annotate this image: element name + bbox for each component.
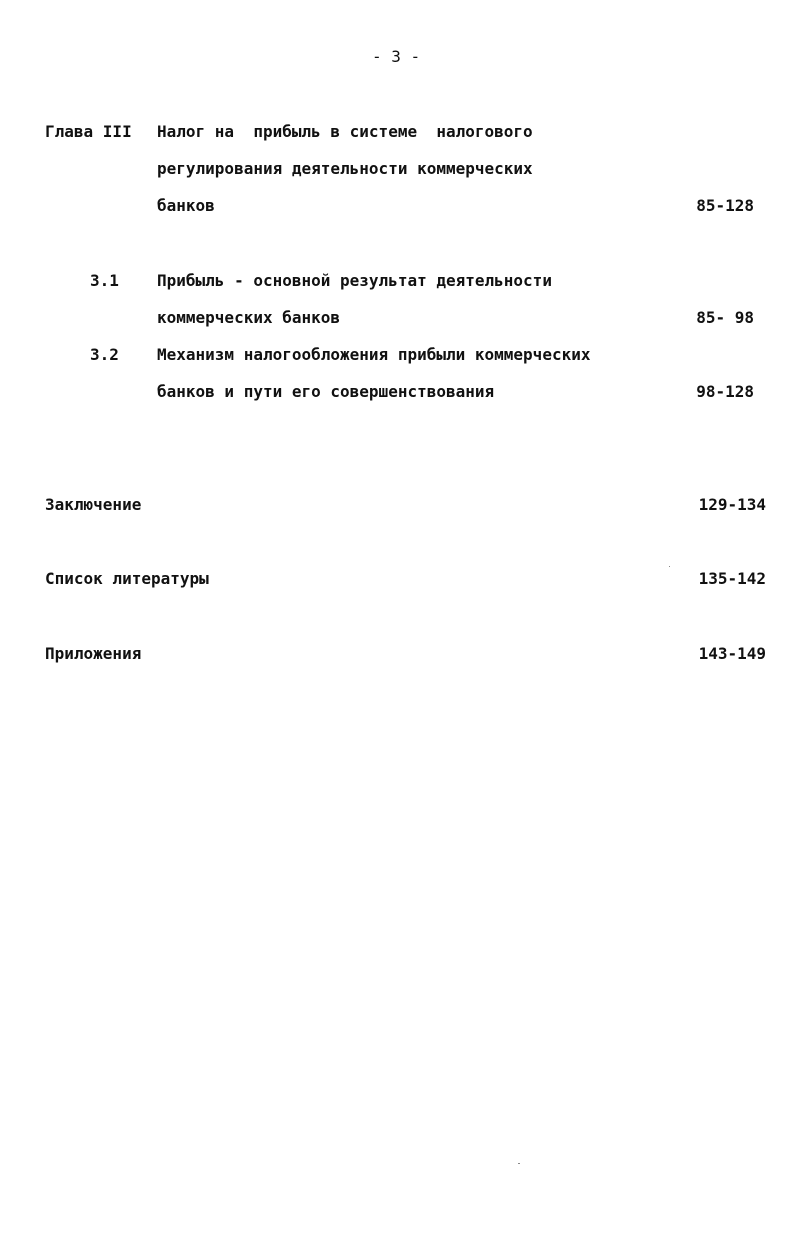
chapter-title-line-2: регулирования деятельности коммерческих bbox=[157, 159, 533, 178]
section-title-line-1: Механизм налогообложения прибыли коммерческих bbox=[157, 345, 591, 364]
scan-speck bbox=[669, 566, 670, 567]
toc-entry-title: Приложения bbox=[45, 644, 142, 663]
section-pages: 98-128 bbox=[696, 382, 754, 401]
toc-entry-pages: 129-134 bbox=[698, 495, 766, 514]
section-pages: 85- 98 bbox=[696, 308, 754, 327]
section-number: 3.2 bbox=[90, 345, 119, 364]
toc-entry-title: Заключение bbox=[45, 495, 142, 514]
scan-speck bbox=[518, 1163, 520, 1164]
section-title-line-1: Прибыль - основной результат деятельности bbox=[157, 271, 552, 290]
chapter-label: Глава III bbox=[45, 122, 132, 141]
page-number: - 3 - bbox=[372, 47, 421, 66]
section-title-line-2: коммерческих банков bbox=[157, 308, 341, 327]
chapter-title-line-1: Налог на прибыль в системе налогового bbox=[157, 122, 533, 141]
section-number: 3.1 bbox=[90, 271, 119, 290]
toc-entry-pages: 143-149 bbox=[698, 644, 766, 663]
chapter-pages: 85-128 bbox=[696, 196, 754, 215]
toc-entry-title: Список литературы bbox=[45, 569, 209, 588]
chapter-title-line-3: банков bbox=[157, 196, 215, 215]
section-title-line-2: банков и пути его совершенствования bbox=[157, 382, 495, 401]
toc-entry-pages: 135-142 bbox=[698, 569, 766, 588]
